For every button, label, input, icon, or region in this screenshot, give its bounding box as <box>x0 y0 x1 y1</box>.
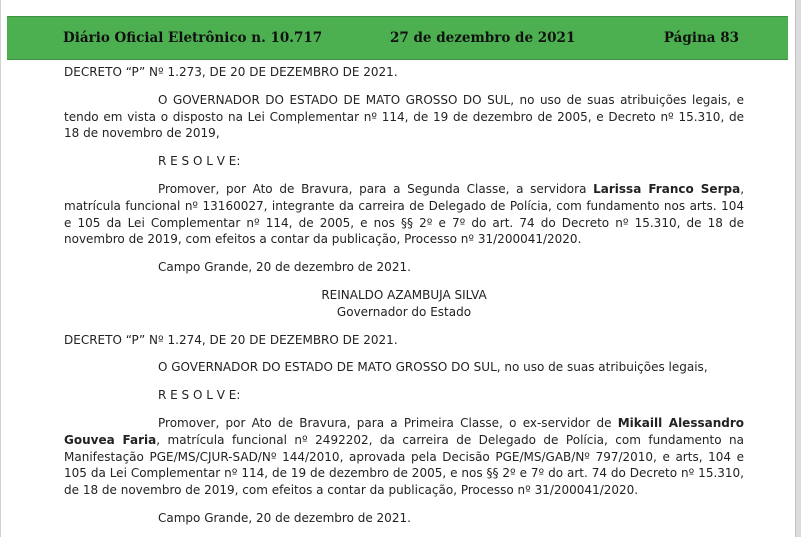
decree-2-preamble: O GOVERNADOR DO ESTADO DE MATO GROSSO DO SUL, no uso de suas atribuições legais, <box>158 360 708 375</box>
decree-2-body <box>64 415 744 499</box>
signer-role: Governador do Estado <box>336 304 472 319</box>
decree-1-body <box>64 181 744 248</box>
decree-2-title: DECRETO “P” Nº 1.274, DE 20 DE DEZEMBRO DE 2021. <box>64 332 398 347</box>
signer-name: REINALDO AZAMBUJA SILVA <box>321 287 487 302</box>
decree-1-person: Larissa Franco Serpa <box>593 181 741 196</box>
decree-1-place-date: Campo Grande, 20 de dezembro de 2021. <box>158 260 411 275</box>
scrollbar-track[interactable] <box>796 0 801 537</box>
decree-1-preamble: O GOVERNADOR DO ESTADO DE MATO GROSSO DO SUL, no uso de suas atribuições legais, e tendo em vista o disposto na Lei Complementar nº 114, de 19 de dezembro de 2005, e Decreto nº 15.310, de 18 de novembro de 2019, <box>64 92 744 141</box>
decree-1-body-pre: Promover, por Ato de Bravura, para a Segunda Classe, a servidora <box>158 181 594 196</box>
gazette-header <box>7 16 788 60</box>
page-number: Página 83 <box>663 30 739 46</box>
journal-title: Diário Oficial Eletrônico n. 10.717 <box>63 30 323 46</box>
decree-2-resolve: R E S O L V E: <box>158 388 241 403</box>
decree-1-resolve: R E S O L V E: <box>158 154 241 169</box>
decree-2-body-post: , matrícula funcional nº 2492202, da carreira de Delegado de Polícia, com fundamento na Manifestação PGE/MS/CJUR-SAD/Nº 144/2010, aprovada pela Decisão PGE/MS/GAB/Nº 797/2010, e arts, 104 e 105 da Lei Complementar nº 114, de 19 de dezembro de 2005, e nos §§ 2º e 7º do art. 74 do Decreto nº 15.310, de 18 de novembro de 2019, com efeitos a contar da publicação, Processo nº 31/200041/2020. <box>64 432 744 498</box>
decree-1-title: DECRETO “P” Nº 1.273, DE 20 DE DEZEMBRO DE 2021. <box>64 65 398 79</box>
issue-date: 27 de dezembro de 2021 <box>390 30 576 46</box>
decree-2-body-pre: Promover, por Ato de Bravura, para a Primeira Classe, o ex-servidor de <box>158 415 618 430</box>
decree-2-place-date: Campo Grande, 20 de dezembro de 2021. <box>158 510 411 525</box>
decree-2-person: Mikaill Alessandro Gouvea Faria <box>64 415 744 447</box>
page-content <box>64 64 744 527</box>
decree-1-body-post: , matrícula funcional nº 13160027, integrante da carreira de Delegado de Polícia, com fundamento nos arts. 104 e 105 da Lei Complementar nº 114, de 2005, e nos §§ 2º e 7º do art. 74 do Decreto nº 15.310, de 18 de novembro de 2019, com efeitos a contar da publicação, Processo nº 31/200041/2020. <box>64 181 745 247</box>
